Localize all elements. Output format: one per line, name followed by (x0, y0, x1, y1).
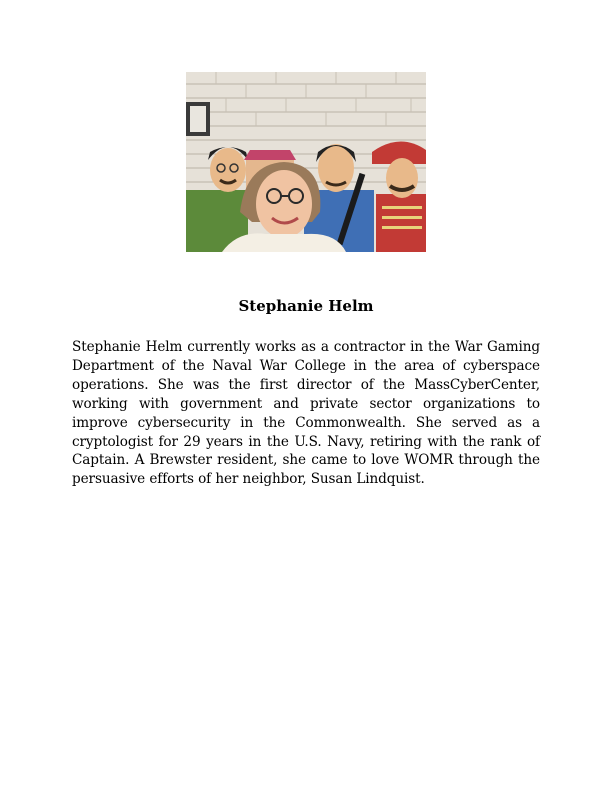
biography-paragraph: Stephanie Helm currently works as a contractor in the War Gaming Department of the Naval War College in the area of cyberspace operations. She was the first director of the MassCyberCenter, working with government and private sector organizations to improve cybersecurity in the Commonwealth. She served as a cryptologist for 29 years in the U.S. Navy, retiring with the rank of Captain. A Brewster resident, she came to love WOMR through the persuasive efforts of her neighbor, Susan Lindquist. (72, 339, 540, 488)
person-name-heading: Stephanie Helm (238, 297, 374, 315)
mural-photo-image (186, 72, 426, 252)
portrait-photo (186, 72, 426, 252)
